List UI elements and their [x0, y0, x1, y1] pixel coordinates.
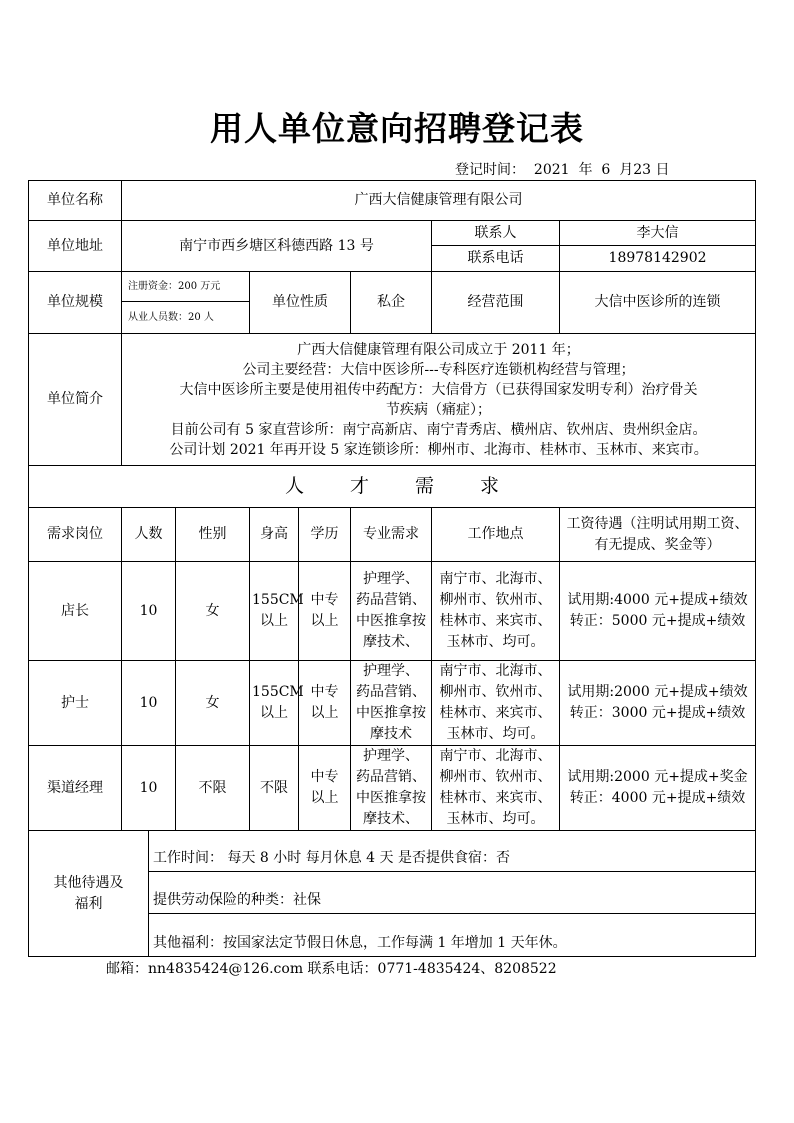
col-salary: 工资待遇（注明试用期工资、有无提成、奖金等） [560, 508, 756, 562]
location-line: 柳州市、钦州市、 [439, 769, 552, 785]
location-line: 柳州市、钦州市、 [439, 592, 552, 608]
education-line: 以上 [310, 705, 339, 721]
col-position: 需求岗位 [29, 508, 122, 562]
position-salary [560, 661, 756, 746]
position-count: 10 [122, 562, 176, 661]
major-line: 药品营销、 [356, 684, 426, 700]
major-line: 摩技术、 [363, 811, 419, 827]
col-gender: 性别 [176, 508, 250, 562]
date-label: 登记时间： [455, 162, 525, 178]
position-location [432, 661, 560, 746]
major-line: 药品营销、 [356, 769, 426, 785]
major-line: 摩技术 [370, 726, 412, 742]
position-title: 店长 [29, 562, 122, 661]
height-line: 155CM [252, 684, 304, 700]
contact-label: 联系人 [432, 221, 560, 246]
major-line: 护理学、 [363, 663, 419, 679]
date-day-unit: 日 [655, 162, 670, 178]
position-gender: 女 [176, 562, 250, 661]
page-title: 用人单位意向招聘登记表 [210, 109, 584, 148]
business-scope-label: 经营范围 [432, 272, 560, 334]
major-line: 护理学、 [363, 571, 419, 587]
intro-line: 广西大信健康管理有限公司成立于 2011 年； [297, 341, 580, 358]
business-scope-value: 大信中医诊所的连锁 [560, 272, 756, 334]
company-address-value: 南宁市西乡塘区科德西路 13 号 [122, 221, 432, 272]
other-benefits: 其他福利：按国家法定节假日休息，工作每满 1 年增加 1 天年休。 [149, 914, 756, 957]
col-major: 专业需求 [351, 508, 432, 562]
major-line: 药品营销、 [356, 592, 426, 608]
location-line: 桂林市、来宾市、 [439, 613, 552, 629]
talent-demand-header: 人才需求 [29, 466, 756, 508]
company-nature-value: 私企 [351, 272, 432, 334]
salary-line: 试用期:2000 元+提成+奖金 [567, 769, 748, 785]
date-day: 23 [633, 162, 652, 178]
location-line: 桂林市、来宾市、 [439, 705, 552, 721]
position-height [250, 746, 299, 831]
work-time: 工作时间： 每天 8 小时 每月休息 4 天 是否提供食宿：否 [149, 831, 756, 872]
location-line: 南宁市、北海市、 [439, 748, 552, 764]
salary-line: 转正：4000 元+提成+绩效 [569, 790, 746, 806]
company-name-label: 单位名称 [29, 181, 122, 221]
company-intro-row [29, 334, 756, 466]
position-education [299, 746, 351, 831]
col-count: 人数 [122, 508, 176, 562]
benefits-label-line: 其他待遇及 [53, 874, 124, 891]
location-line: 玉林市、均可。 [446, 726, 545, 742]
company-intro-label: 单位简介 [29, 334, 122, 466]
position-major [351, 746, 432, 831]
intro-line: 节疾病（痛症）； [386, 401, 492, 418]
company-address-label: 单位地址 [29, 221, 122, 272]
demand-column-headers [29, 508, 756, 562]
salary-line: 试用期:4000 元+提成+绩效 [567, 592, 748, 608]
position-gender: 不限 [176, 746, 250, 831]
phone-value: 18978142902 [560, 246, 756, 272]
major-line: 中医推拿按 [356, 613, 426, 629]
location-line: 桂林市、来宾市、 [439, 790, 552, 806]
height-line: 以上 [260, 613, 288, 629]
location-line: 柳州市、钦州市、 [439, 684, 552, 700]
col-height: 身高 [250, 508, 299, 562]
position-education [299, 661, 351, 746]
education-line: 中专 [310, 684, 339, 700]
salary-line: 转正：3000 元+提成+绩效 [569, 705, 746, 721]
height-line: 155CM [252, 592, 304, 608]
position-count: 10 [122, 746, 176, 831]
position-location [432, 562, 560, 661]
location-line: 玉林市、均可。 [446, 634, 545, 650]
position-major [351, 562, 432, 661]
education-line: 以上 [310, 790, 339, 806]
education-line: 中专 [310, 769, 339, 785]
position-education [299, 562, 351, 661]
company-intro-text [122, 334, 756, 466]
position-title: 护士 [29, 661, 122, 746]
company-scale-row [29, 272, 756, 302]
education-line: 中专 [310, 592, 339, 608]
location-line: 玉林市、均可。 [446, 811, 545, 827]
position-salary [560, 562, 756, 661]
talent-header-row [29, 466, 756, 508]
position-major [351, 661, 432, 746]
position-location [432, 746, 560, 831]
major-line: 中医推拿按 [356, 790, 426, 806]
table-row [29, 562, 756, 661]
position-height [250, 562, 304, 661]
height-line: 以上 [260, 705, 288, 721]
benefits-label [29, 831, 149, 957]
staff-count: 从业人员数：20 人 [122, 302, 250, 334]
major-line: 中医推拿按 [356, 705, 426, 721]
position-height [250, 661, 304, 746]
date-year-unit: 年 [578, 162, 593, 178]
insurance-type: 提供劳动保险的种类：社保 [149, 872, 756, 914]
major-line: 护理学、 [363, 748, 419, 764]
salary-line: 试用期:2000 元+提成+绩效 [567, 684, 748, 700]
footer-contact: 邮箱：nn4835424@126.com 联系电话：0771-4835424、8208522 [106, 961, 557, 977]
date-month-unit: 月 [619, 162, 634, 178]
date-month: 6 [601, 162, 611, 178]
location-line: 南宁市、北海市、 [439, 663, 552, 679]
position-gender: 女 [176, 661, 250, 746]
intro-line: 大信中医诊所主要是使用祖传中药配方：大信骨方（已获得国家发明专利）治疗骨关 [179, 381, 698, 398]
salary-line: 转正：5000 元+提成+绩效 [569, 613, 746, 629]
date-year: 2021 [533, 162, 570, 178]
registration-date [455, 159, 669, 179]
intro-line: 公司计划 2021 年再开设 5 家连锁诊所：柳州市、北海市、桂林市、玉林市、来宾市。 [169, 441, 708, 458]
registered-capital: 注册资金：200 万元 [122, 272, 250, 302]
contact-value: 李大信 [560, 221, 756, 246]
position-count: 10 [122, 661, 176, 746]
company-nature-label: 单位性质 [250, 272, 351, 334]
intro-line: 目前公司有 5 家直营诊所：南宁高新店、南宁青秀店、横州店、钦州店、贵州织金店。 [170, 421, 707, 438]
recruitment-form [28, 180, 756, 957]
phone-label: 联系电话 [432, 246, 560, 272]
company-name-value: 广西大信健康管理有限公司 [122, 181, 756, 221]
education-line: 以上 [310, 613, 339, 629]
benefits-label-line: 福利 [74, 895, 103, 912]
company-scale-label: 单位规模 [29, 272, 122, 334]
position-salary [560, 746, 756, 831]
location-line: 南宁市、北海市、 [439, 571, 552, 587]
major-line: 摩技术、 [363, 634, 419, 650]
table-row [29, 746, 756, 831]
col-location: 工作地点 [432, 508, 560, 562]
company-address-row [29, 221, 756, 246]
intro-line: 公司主要经营：大信中医诊所---专科医疗连锁机构经营与管理； [242, 361, 635, 378]
height-line: 不限 [260, 779, 288, 796]
benefits-row [29, 831, 756, 872]
table-row [29, 661, 756, 746]
company-name-row [29, 181, 756, 221]
position-title: 渠道经理 [29, 746, 122, 831]
col-education: 学历 [299, 508, 351, 562]
